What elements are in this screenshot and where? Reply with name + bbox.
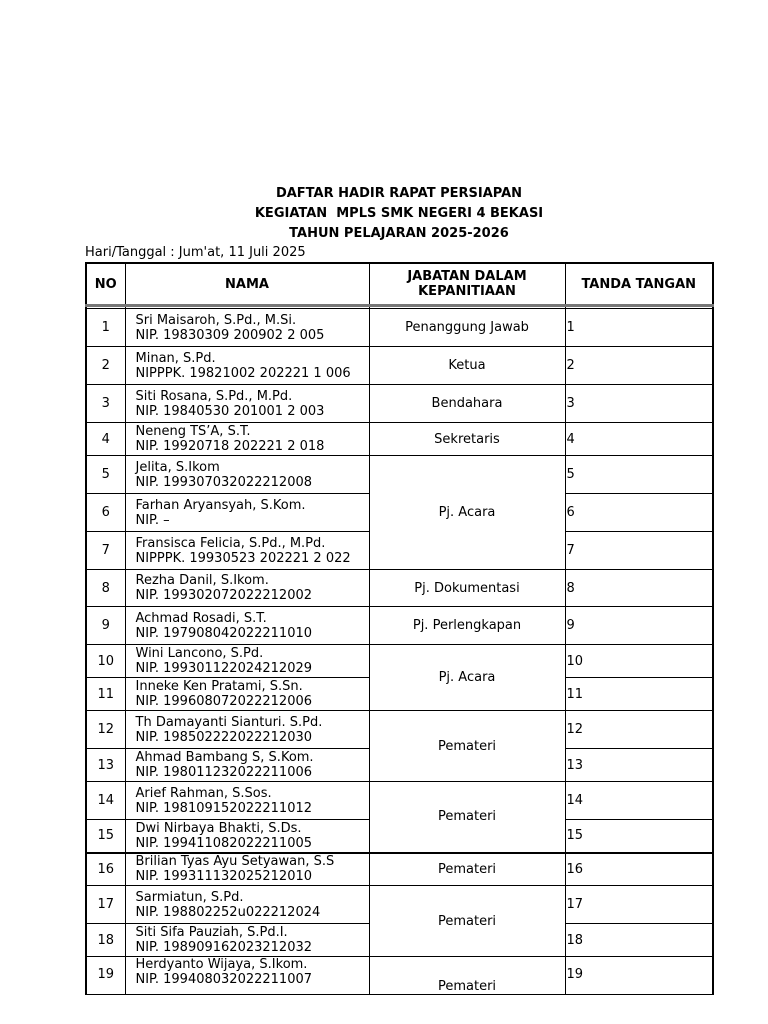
- row-signature: 6: [565, 494, 713, 532]
- table-row: [86, 711, 713, 749]
- person-nip: NIP. 199408032022211007: [135, 972, 313, 987]
- row-jabatan: Pj. Perlengkapan: [369, 607, 565, 645]
- header-no: NO: [86, 263, 125, 306]
- row-no: 19: [86, 957, 125, 995]
- row-nama: [125, 711, 369, 749]
- row-no: 16: [86, 853, 125, 886]
- header-nama: NAMA: [125, 263, 369, 306]
- row-signature: 16: [565, 853, 713, 886]
- row-jabatan: Pj. Acara: [369, 456, 565, 570]
- person-name: Neneng TS’A, S.T.: [135, 424, 251, 439]
- person-nip: NIPPPK. 19821002 202221 1 006: [135, 365, 351, 381]
- table-header-row: [86, 263, 713, 306]
- row-signature: 13: [565, 749, 713, 782]
- row-nama: [125, 957, 369, 995]
- row-jabatan: Pemateri: [369, 782, 565, 853]
- row-nama: [125, 570, 369, 607]
- row-no: 9: [86, 607, 125, 645]
- person-nip: NIP. 197908042022211010: [135, 625, 313, 641]
- row-no: 1: [86, 309, 125, 347]
- row-jabatan: Pj. Dokumentasi: [369, 570, 565, 607]
- person-name: Rezha Danil, S.Ikom.: [135, 573, 269, 588]
- row-no: 6: [86, 494, 125, 532]
- document-title: [0, 184, 768, 244]
- row-nama: [125, 607, 369, 645]
- person-nip: NIP. 199411082022211005: [135, 835, 313, 851]
- attendance-table: [85, 262, 714, 995]
- row-signature: 15: [565, 820, 713, 853]
- table-row: [86, 423, 713, 456]
- person-name: Siti Sifa Pauziah, S.Pd.I.: [135, 925, 288, 940]
- person-nip: NIP. 19920718 202221 2 018: [135, 439, 325, 454]
- row-no: 10: [86, 645, 125, 678]
- header-tanda-tangan: TANDA TANGAN: [565, 263, 713, 306]
- person-name: Dwi Nirbaya Bhakti, S.Ds.: [135, 820, 302, 836]
- row-no: 7: [86, 532, 125, 570]
- title-line-3: TAHUN PELAJARAN 2025-2026: [289, 226, 509, 241]
- row-signature: 11: [565, 678, 713, 711]
- row-signature: 9: [565, 607, 713, 645]
- row-nama: [125, 749, 369, 782]
- row-no: 3: [86, 385, 125, 423]
- title-line-1: DAFTAR HADIR RAPAT PERSIAPAN: [275, 186, 523, 201]
- row-nama: [125, 645, 369, 678]
- row-jabatan: Pemateri: [369, 853, 565, 886]
- table-row: [86, 645, 713, 678]
- table-row: [86, 886, 713, 924]
- person-nip: NIP. 199307032022212008: [135, 474, 313, 490]
- row-nama: [125, 678, 369, 711]
- person-nip: NIP. 19840530 201001 2 003: [135, 403, 325, 419]
- person-name: Arief Rahman, S.Sos.: [135, 785, 272, 801]
- row-signature: 14: [565, 782, 713, 820]
- table-row: [86, 309, 713, 347]
- person-nip: NIP. 19830309 200902 2 005: [135, 327, 325, 343]
- person-name: Inneke Ken Pratami, S.Sn.: [135, 679, 303, 694]
- row-nama: [125, 532, 369, 570]
- row-no: 8: [86, 570, 125, 607]
- table-row: [86, 782, 713, 820]
- row-no: 4: [86, 423, 125, 456]
- row-signature: 8: [565, 570, 713, 607]
- person-name: Farhan Aryansyah, S.Kom.: [135, 497, 306, 513]
- row-nama: [125, 423, 369, 456]
- row-no: 2: [86, 347, 125, 385]
- person-name: Th Damayanti Sianturi. S.Pd.: [135, 714, 323, 730]
- person-name: Sri Maisaroh, S.Pd., M.Si.: [135, 312, 297, 328]
- person-name: Fransisca Felicia, S.Pd., M.Pd.: [135, 535, 326, 551]
- row-nama: [125, 782, 369, 820]
- person-name: Ahmad Bambang S, S.Kom.: [135, 750, 314, 765]
- row-signature: 7: [565, 532, 713, 570]
- person-name: Wini Lancono, S.Pd.: [135, 646, 264, 661]
- row-signature: 2: [565, 347, 713, 385]
- row-jabatan: Pemateri: [369, 711, 565, 782]
- person-nip: NIP. –: [135, 512, 170, 528]
- row-signature: 17: [565, 886, 713, 924]
- row-no: 14: [86, 782, 125, 820]
- title-line-2: KEGIATAN MPLS SMK NEGERI 4 BEKASI: [254, 206, 544, 221]
- row-nama: [125, 820, 369, 853]
- row-signature: 3: [565, 385, 713, 423]
- row-jabatan: Ketua: [369, 347, 565, 385]
- row-signature: 19: [565, 957, 713, 995]
- table-row: [86, 385, 713, 423]
- row-nama: [125, 347, 369, 385]
- person-nip: NIP. 199311132025212010: [135, 869, 313, 885]
- date-line: Hari/Tanggal : Jum'at, 11 Juli 2025: [85, 245, 306, 260]
- row-signature: 4: [565, 423, 713, 456]
- table-row: [86, 456, 713, 494]
- row-no: 11: [86, 678, 125, 711]
- row-jabatan: Pemateri: [369, 957, 565, 995]
- row-jabatan: Penanggung Jawab: [369, 309, 565, 347]
- person-nip: NIP. 198802252u022212024: [135, 904, 321, 920]
- row-no: 17: [86, 886, 125, 924]
- table-row: [86, 347, 713, 385]
- person-nip: NIP. 198502222022212030: [135, 729, 313, 745]
- row-signature: 12: [565, 711, 713, 749]
- row-signature: 10: [565, 645, 713, 678]
- person-nip: NIP. 199302072022212002: [135, 588, 313, 603]
- header-jabatan-line-1: JABATAN DALAM: [407, 269, 527, 284]
- table-row: [86, 957, 713, 995]
- row-no: 13: [86, 749, 125, 782]
- person-name: Sarmiatun, S.Pd.: [135, 889, 244, 905]
- row-nama: [125, 853, 369, 886]
- table-row: [86, 853, 713, 886]
- person-nip: NIP. 198909162023212032: [135, 940, 313, 955]
- person-nip: NIPPPK. 19930523 202221 2 022: [135, 550, 351, 566]
- table-row: [86, 607, 713, 645]
- person-nip: NIP. 198109152022211012: [135, 800, 313, 816]
- header-jabatan-line-2: KEPANITIAAN: [418, 284, 516, 299]
- table-row: [86, 570, 713, 607]
- person-name: Minan, S.Pd.: [135, 350, 216, 366]
- row-jabatan: Pj. Acara: [369, 645, 565, 711]
- row-no: 5: [86, 456, 125, 494]
- row-jabatan: Pemateri: [369, 886, 565, 957]
- row-nama: [125, 494, 369, 532]
- row-no: 18: [86, 924, 125, 957]
- row-jabatan: Sekretaris: [369, 423, 565, 456]
- row-no: 12: [86, 711, 125, 749]
- person-nip: NIP. 199608072022212006: [135, 694, 313, 709]
- header-jabatan: [369, 263, 565, 306]
- row-signature: 5: [565, 456, 713, 494]
- person-name: Achmad Rosadi, S.T.: [135, 610, 267, 626]
- row-nama: [125, 456, 369, 494]
- row-signature: 1: [565, 309, 713, 347]
- row-no: 15: [86, 820, 125, 853]
- row-jabatan: Bendahara: [369, 385, 565, 423]
- row-nama: [125, 385, 369, 423]
- person-nip: NIP. 198011232022211006: [135, 765, 313, 780]
- row-nama: [125, 309, 369, 347]
- person-nip: NIP. 199301122024212029: [135, 661, 313, 676]
- person-name: Brilian Tyas Ayu Setyawan, S.S: [135, 854, 335, 870]
- person-name: Siti Rosana, S.Pd., M.Pd.: [135, 388, 293, 404]
- person-name: Jelita, S.Ikom: [135, 459, 220, 475]
- person-name: Herdyanto Wijaya, S.Ikom.: [135, 957, 308, 972]
- row-nama: [125, 886, 369, 924]
- row-nama: [125, 924, 369, 957]
- row-signature: 18: [565, 924, 713, 957]
